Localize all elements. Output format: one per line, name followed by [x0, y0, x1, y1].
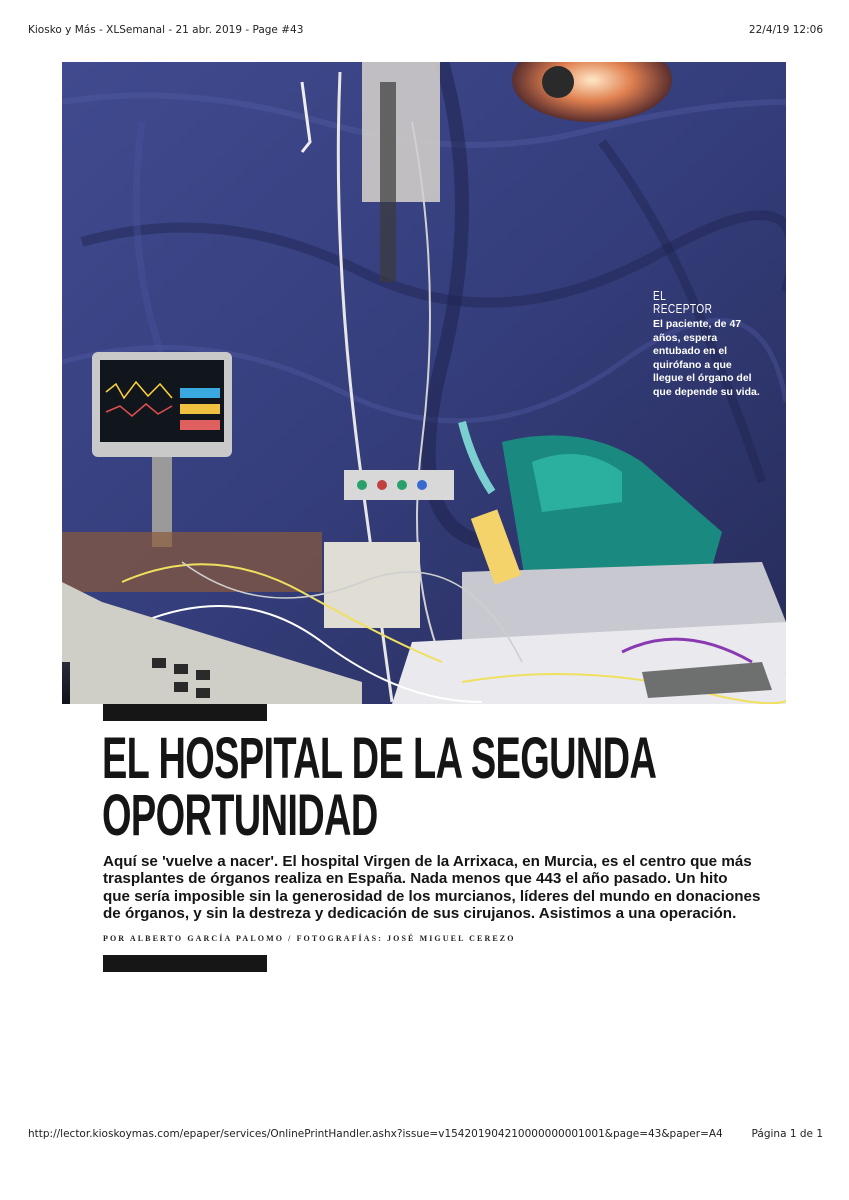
caption-tag-line2: RECEPTOR	[653, 301, 713, 316]
page-count: Página 1 de 1	[751, 1128, 823, 1140]
caption-tag-line1: EL	[653, 288, 667, 303]
print-header	[28, 24, 823, 36]
caption-tag	[653, 289, 739, 315]
caption-text: El paciente, de 47 años, espera entubado en el quirófano a que llegue el órgano del que depende su vida.	[653, 318, 760, 398]
photo-caption	[653, 289, 763, 399]
decorative-rule-bottom	[103, 955, 267, 972]
byline: POR ALBERTO GARCÍA PALOMO / FOTOGRAFÍAS: JOSÉ MIGUEL CEREZO	[103, 934, 516, 943]
lede-line-4: de órganos, y sin la destreza y dedicación de sus cirujanos. Asistimos a una operación.	[103, 905, 737, 923]
print-header-title: Kiosko y Más - XLSemanal - 21 abr. 2019 - Page #43	[28, 24, 304, 36]
source-url: http://lector.kioskoymas.com/epaper/services/OnlinePrintHandler.ashx?issue=v154201904210000000001001&page=43&paper=A4	[28, 1128, 723, 1140]
headline-line-2: OPORTUNIDAD	[102, 783, 378, 848]
print-header-datetime: 22/4/19 12:06	[748, 24, 823, 36]
headline	[102, 726, 692, 848]
lede-line-2: trasplantes de órganos realiza en España. Nada menos que 443 el año pasado. Un hito	[103, 870, 728, 888]
lede-line-1: Aquí se 'vuelve a nacer'. El hospital Virgen de la Arrixaca, en Murcia, es el centro que más	[103, 853, 752, 870]
decorative-rule-top	[103, 704, 267, 721]
lede-line-3: que sería imposible sin la generosidad de los murcianos, líderes del mundo en donaciones	[103, 887, 761, 905]
operating-room-photo	[62, 62, 786, 704]
headline-line-1: EL HOSPITAL DE LA SEGUNDA	[102, 726, 657, 791]
print-footer	[28, 1128, 823, 1140]
lede	[103, 853, 803, 923]
